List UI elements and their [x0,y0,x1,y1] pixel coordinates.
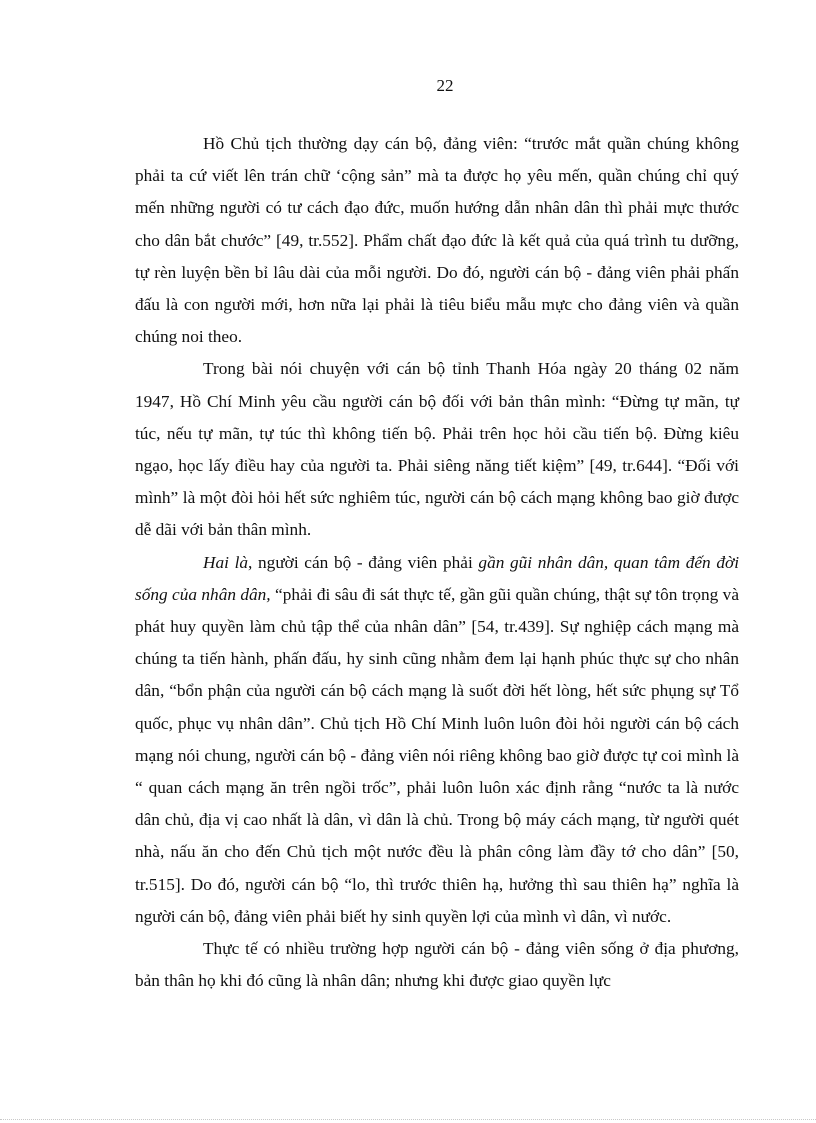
paragraph-4: Thực tế có nhiều trường hợp người cán bộ - đảng viên sống ở địa phương, bản thân họ khi đó cũng là nhân dân; nhưng khi được giao quyền lực [135,939,739,991]
paragraph-3-italic-phrase: gần gũi nhân dân, quan tâm đến đời sống của nhân dân, [135,552,740,604]
paragraph-2: Trong bài nói chuyện với cán bộ tỉnh Thanh Hóa ngày 20 tháng 02 năm 1947, Hồ Chí Minh yêu cầu người cán bộ đối với bản thân mình: “Đừng tự mãn, tự túc, nếu tự mãn, tự túc thì không tiến bộ. Phải trên học hỏi cầu tiến bộ. Đừng kiêu ngạo, học lấy điều hay của người ta. Phải siêng năng tiết kiệm” [49, tr.644]. “Đối với mình” là một đòi hỏi hết sức nghiêm túc, người cán bộ cách mạng không bao giờ được dễ dãi với bản thân mình. [135,359,739,540]
paragraph-3-text-a: , người cán bộ - đảng viên phải [248,552,479,572]
paragraph-3 [135,547,739,933]
paragraph-3-text-b: “phải đi sâu đi sát thực tế, gần gũi quần chúng, thật sự tôn trọng và phát huy quyền làm chủ tập thể của nhân dân” [54, tr.439]. Sự nghiệp cách mạng mà chúng ta tiến hành, phấn đấu, hy sinh cũng nhằm đem lại hạnh phúc thực sự cho nhân dân, “bổn phận của người cán bộ cách mạng là suốt đời hết lòng, hết sức phụng sự Tổ quốc, phục vụ nhân dân”. Chủ tịch Hồ Chí Minh luôn luôn đòi hỏi người cán bộ cách mạng nói chung, người cán bộ - đảng viên nói riêng không bao giờ được tự coi mình là “ quan cách mạng ăn trên ngồi trốc”, phải luôn luôn xác định rằng “nước ta là nước dân chủ, địa vị cao nhất là dân, vì dân là chủ. Trong bộ máy cách mạng, từ người quét nhà, nấu ăn cho đến Chủ tịch một nước đều là phân công làm đầy tớ cho dân” [50, tr.515]. Do đó, người cán bộ “lo, thì trước thiên hạ, hưởng thì sau thiên hạ” nghĩa là người cán bộ, đảng viên phải biết hy sinh quyền lợi của mình vì dân, vì nước. [135,584,739,926]
paragraph-1: Hồ Chủ tịch thường dạy cán bộ, đảng viên: “trước mắt quần chúng không phải ta cứ viết lên trán chữ ‘cộng sản” mà ta được họ yêu mến, quần chúng chỉ quý mến những người có tư cách đạo đức, muốn hướng dẫn nhân dân thì phải mực thước cho dân bắt chước” [49, tr.552]. Phẩm chất đạo đức là kết quả của quá trình tu dưỡng, tự rèn luyện bền bỉ lâu dài của mỗi người. Do đó, người cán bộ - đảng viên phải phấn đấu là con người mới, hơn nữa lại phải là tiêu biểu mẫu mực cho đảng viên và quần chúng noi theo. [135,134,739,347]
paragraph-3-italic-lead: Hai là [203,552,249,572]
page-number: 22 [436,76,454,95]
body-text [135,128,739,997]
page-bottom-border [0,1119,816,1120]
